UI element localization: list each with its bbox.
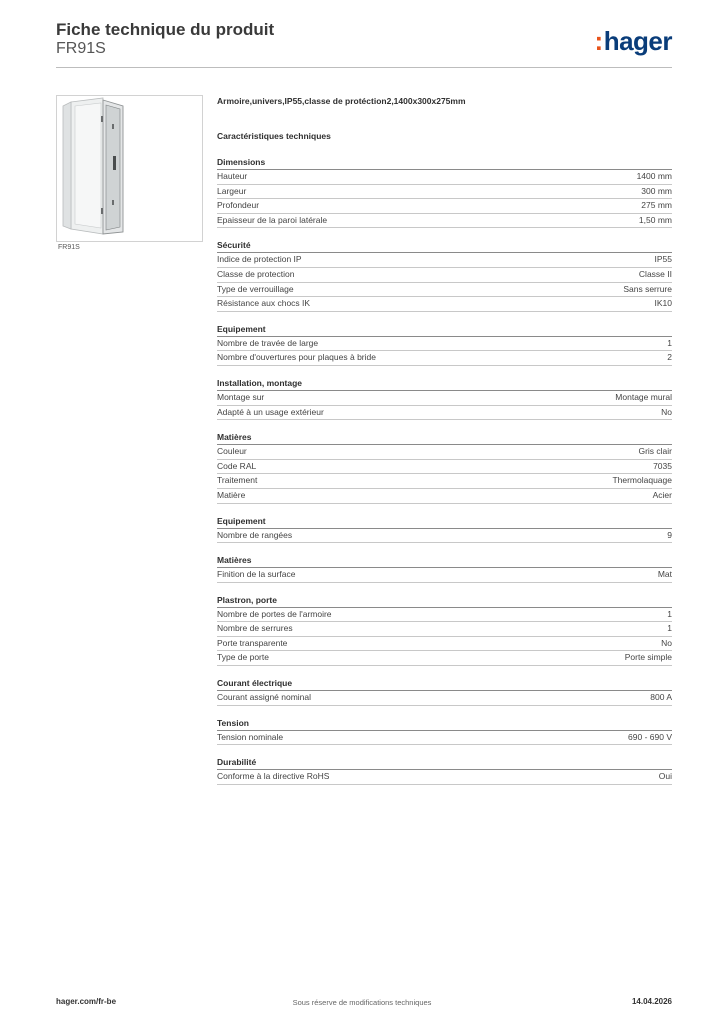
spec-label: Traitement — [217, 475, 258, 486]
spec-label: Porte transparente — [217, 637, 288, 648]
spec-value: 275 mm — [641, 200, 672, 211]
section-title: Courant électrique — [217, 678, 672, 691]
spec-row — [217, 637, 672, 652]
spec-value: 1 — [667, 623, 672, 634]
spec-label: Nombre de serrures — [217, 623, 293, 634]
spec-label: Couleur — [217, 446, 247, 457]
spec-label: Profondeur — [217, 200, 260, 211]
spec-label: Tension nominale — [217, 731, 284, 742]
spec-row — [217, 460, 672, 475]
spec-row — [217, 351, 672, 366]
spec-value: 300 mm — [641, 185, 672, 196]
spec-section — [217, 516, 672, 544]
logo-colon: : — [594, 26, 603, 56]
spec-value: No — [661, 406, 672, 417]
spec-row — [217, 529, 672, 544]
spec-label: Résistance aux chocs IK — [217, 298, 311, 309]
spec-label: Type de verrouillage — [217, 283, 294, 294]
spec-value: 9 — [667, 529, 672, 540]
spec-value: Oui — [658, 771, 672, 782]
spec-value: 1 — [667, 608, 672, 619]
spec-row — [217, 651, 672, 666]
section-title: Matières — [217, 555, 672, 568]
spec-label: Largeur — [217, 185, 247, 196]
page-title: Fiche technique du produit — [56, 20, 275, 39]
spec-label: Nombre de travée de large — [217, 337, 319, 348]
spec-row — [217, 297, 672, 312]
logo-text: hager — [603, 26, 672, 56]
footer-website: hager.com/fr-be — [56, 997, 117, 1006]
spec-row — [217, 406, 672, 421]
spec-label: Finition de la surface — [217, 569, 296, 580]
spec-label: Epaisseur de la paroi latérale — [217, 214, 328, 225]
spec-value: 1,50 mm — [638, 214, 672, 225]
spec-sections — [217, 157, 672, 785]
spec-row — [217, 283, 672, 298]
cabinet-icon — [57, 96, 202, 241]
spec-row — [217, 337, 672, 352]
spec-label: Hauteur — [217, 171, 248, 181]
section-title: Equipement — [217, 324, 672, 337]
spec-section — [217, 157, 672, 228]
spec-row — [217, 445, 672, 460]
spec-value: No — [661, 637, 672, 648]
spec-label: Adapté à un usage extérieur — [217, 406, 324, 417]
section-title: Matières — [217, 432, 672, 445]
spec-row — [217, 199, 672, 214]
spec-section — [217, 432, 672, 503]
spec-value: Thermolaquage — [612, 475, 672, 486]
spec-section — [217, 678, 672, 706]
product-reference: FR91S — [56, 40, 106, 57]
spec-label: Courant assigné nominal — [217, 692, 312, 703]
spec-section — [217, 718, 672, 746]
spec-value: 690 - 690 V — [628, 731, 672, 742]
section-title: Tension — [217, 718, 672, 731]
spec-label: Classe de protection — [217, 268, 295, 279]
product-image — [56, 95, 203, 242]
spec-section — [217, 757, 672, 785]
spec-row — [217, 391, 672, 406]
product-description: Armoire,univers,IP55,classe de protéction2,1400x300x275mm — [217, 96, 466, 106]
spec-value: 800 A — [650, 692, 672, 703]
hager-logo — [595, 26, 672, 57]
spec-label: Type de porte — [217, 652, 269, 663]
header-divider — [56, 67, 672, 68]
section-title: Plastron, porte — [217, 595, 672, 608]
spec-value: 7035 — [653, 460, 672, 471]
footer-date: 14.04.2026 — [631, 997, 672, 1006]
spec-value: 1400 mm — [636, 171, 672, 181]
section-title: Equipement — [217, 516, 672, 529]
spec-section — [217, 555, 672, 583]
section-title: Installation, montage — [217, 378, 672, 391]
spec-row — [217, 731, 672, 746]
spec-value: Sans serrure — [623, 283, 672, 294]
spec-label: Nombre de portes de l'armoire — [217, 608, 332, 619]
spec-value: Gris clair — [638, 446, 672, 457]
spec-section — [217, 324, 672, 366]
section-title: Sécurité — [217, 240, 672, 253]
spec-row — [217, 474, 672, 489]
spec-value: 2 — [667, 352, 672, 363]
spec-section — [217, 595, 672, 666]
spec-row — [217, 608, 672, 623]
spec-row — [217, 185, 672, 200]
spec-row — [217, 489, 672, 504]
spec-label: Conforme à la directive RoHS — [217, 771, 330, 782]
spec-label: Indice de protection IP — [217, 254, 302, 265]
spec-row — [217, 253, 672, 268]
spec-value: Acier — [652, 489, 672, 500]
spec-value: 1 — [667, 337, 672, 348]
spec-row — [217, 170, 672, 185]
product-image-caption: FR91S — [58, 244, 80, 251]
spec-label: Nombre d'ouvertures pour plaques à bride — [217, 352, 376, 363]
spec-section — [217, 240, 672, 311]
technical-characteristics-heading: Caractéristiques techniques — [217, 131, 331, 141]
section-title: Durabilité — [217, 757, 672, 770]
spec-row — [217, 770, 672, 785]
spec-row — [217, 568, 672, 583]
section-title: Dimensions — [217, 157, 672, 170]
spec-content — [217, 96, 672, 785]
spec-row — [217, 622, 672, 637]
spec-value: Classe II — [638, 268, 672, 279]
spec-value: IP55 — [654, 254, 672, 265]
spec-row — [217, 214, 672, 229]
spec-label: Nombre de rangées — [217, 529, 293, 540]
spec-label: Montage sur — [217, 391, 265, 402]
spec-row — [217, 691, 672, 706]
spec-value: Mat — [657, 569, 672, 580]
spec-value: Porte simple — [624, 652, 672, 663]
door-handle-icon — [113, 156, 116, 170]
spec-value: Montage mural — [615, 391, 672, 402]
spec-label: Matière — [217, 489, 246, 500]
spec-value: IK10 — [654, 298, 672, 309]
footer-disclaimer: Sous réserve de modifications techniques — [292, 998, 432, 1007]
spec-row — [217, 268, 672, 283]
spec-label: Code RAL — [217, 460, 257, 471]
spec-section — [217, 378, 672, 420]
